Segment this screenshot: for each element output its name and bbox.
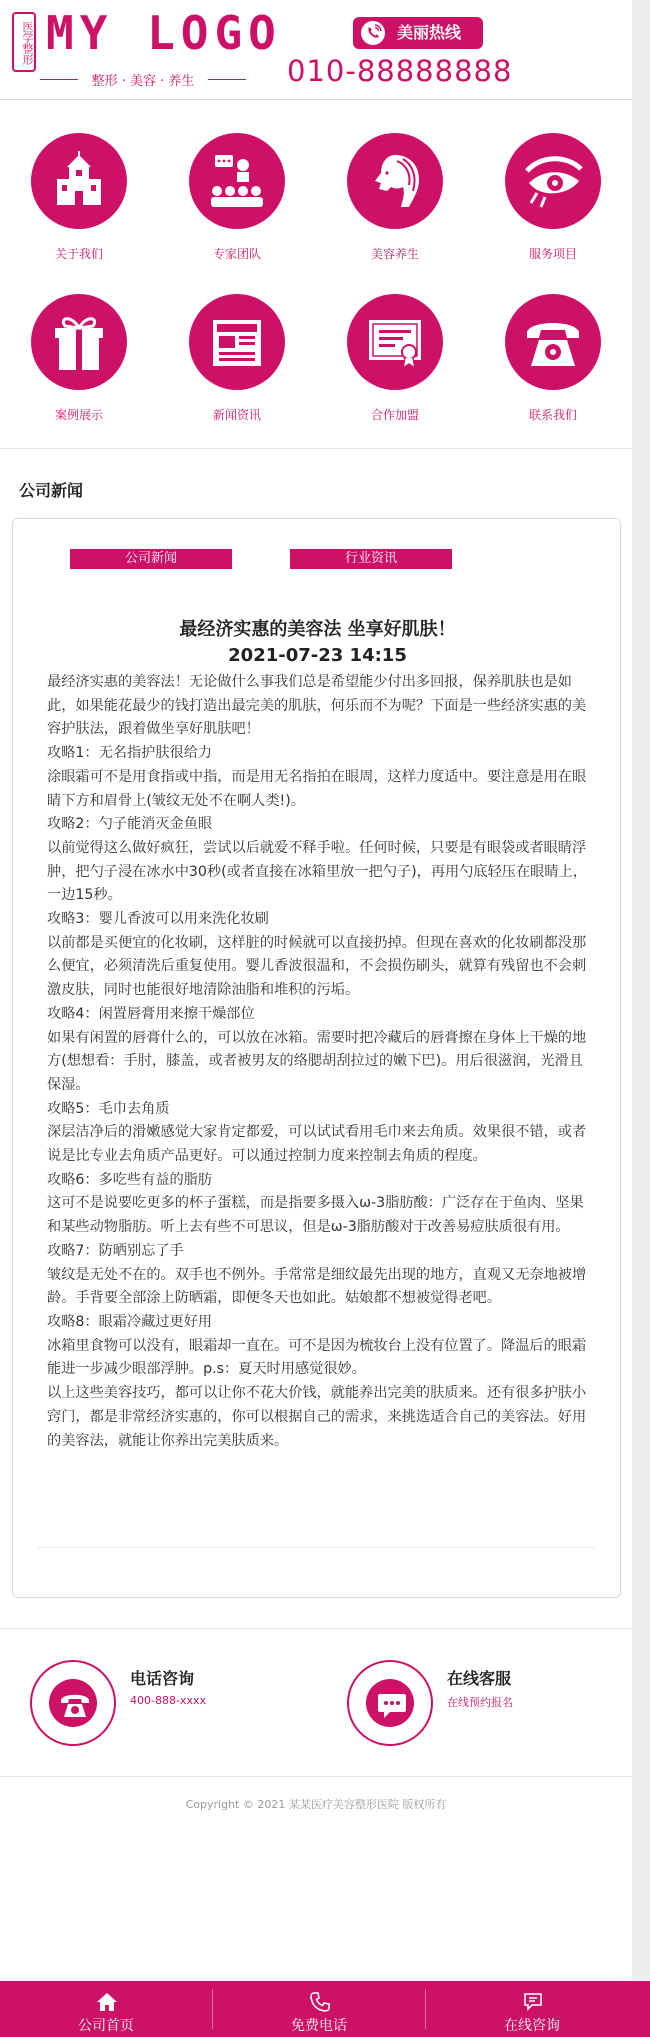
nav-online-consult-label: 在线咨询 [504,2018,560,2034]
grid-label: 关于我们 [54,247,103,261]
article-paragraph: 深层洁净后的滑嫩感觉大家肯定都爱，可以试试看用毛巾来去角质。效果很不错，或者说是比专业去角质产品更好。可以通过控制力度来控制去角质的程度。 [47,1124,587,1165]
grid-label: 合作加盟 [370,408,419,422]
grid-label: 联系我们 [528,408,577,422]
online-service-link[interactable]: 在线预约报名 [447,1696,513,1709]
certificate-icon [347,294,443,390]
header [0,0,632,100]
nav-free-call[interactable] [213,1981,425,2037]
grid-item-franchise[interactable] [316,294,474,423]
news-card [12,518,621,1598]
grid-item-about[interactable] [0,133,158,262]
gift-icon [31,294,127,390]
article-date: 2021-07-23 14:15 [228,645,407,666]
article-paragraph: 攻略7：防晒别忘了手 [47,1242,184,1259]
grid-item-news[interactable] [158,294,316,423]
article-paragraph: 最经济实惠的美容法！无论做什么事我们总是希望能少付出多回报，保养肌肤也是如此，如果能花最少的钱打造出最完美的肌肤，何乐而不为呢？下面是一些经济实惠的美容护肤法，跟着做坐享好肌肤吧！ [47,674,587,738]
footer-nav [0,1981,650,2037]
contact-divider [0,1628,632,1629]
article-paragraph: 如果有闲置的唇膏什么的，可以放在冰箱。需要时把冷藏后的唇膏擦在身体上干燥的地方(想想看：手肘，膝盖，或者被男友的络腮胡刮拉过的嫩下巴)。用后很滋润，光滑且保湿。 [47,1029,587,1093]
article-body [47,671,595,1453]
nav-free-call-label: 免费电话 [291,2018,347,2034]
phone-icon [361,21,385,45]
article-paragraph: 以上这些美容技巧，都可以让你不花大价钱，就能养出完美的肤质来。还有很多护肤小窍门，都是非常经济实惠的，你可以根据自己的需求，来挑选适合自己的美容法。好用的美容法，就能让你养出完美肤质来。 [47,1385,587,1449]
telephone-icon [505,294,601,390]
article-paragraph: 冰箱里食物可以没有，眼霜却一直在。可不是因为梳妆台上没有位置了。降温后的眼霜能进一步减少眼部浮肿。p.s：夏天时用感觉很妙。 [47,1337,587,1378]
phone-icon [309,1991,331,2013]
article-paragraph: 攻略4：闲置唇膏用来擦干燥部位 [47,1005,255,1022]
article-paragraph: 攻略8：眼霜冷藏过更好用 [47,1313,213,1330]
phone-consult-title: 电话咨询 [130,1669,195,1688]
phone-consult-number[interactable]: 400-888-xxxx [130,1694,206,1707]
building-icon [31,133,127,229]
article-paragraph: 涂眼霜可不是用食指或中指，而是用无名指拍在眼周，这样力度适中。要注意是用在眼睛下方和眉骨上(皱纹无处不在啊人类!)。 [47,768,587,809]
article-paragraph: 攻略2：勺子能消灭金鱼眼 [47,816,213,833]
article-divider [37,1547,597,1548]
newspaper-icon [189,294,285,390]
eye-icon [505,133,601,229]
online-service[interactable] [347,1660,647,1750]
category-grid [0,118,632,422]
hotline-label: 美丽热线 [397,23,462,42]
online-service-badge [347,1660,433,1746]
article-paragraph: 以前觉得这么做好疯狂，尝试以后就爱不释手啦。任何时候，只要是有眼袋或者眼睛浮肿，把勺子浸在冰水中30秒(或者直接在冰箱里放一把勺子)，再用勺底轻压在眼睛上，一边15秒。 [47,839,587,904]
article-paragraph: 攻略1：无名指护肤很给力 [47,745,213,762]
hotline-button[interactable] [353,17,483,49]
article-paragraph: 这可不是说要吃更多的杯子蛋糕，而是指要多摄入ω-3脂肪酸：广泛存在于鱼肉、坚果和某些动物脂肪。听上去有些不可思议，但是ω-3脂肪酸对于改善易痘肤质很有用。 [47,1195,584,1236]
grid-item-cases[interactable] [0,294,158,423]
chat-icon [522,1991,544,2013]
tab-company-news[interactable]: 公司新闻 [70,549,232,569]
grid-label: 案例展示 [54,408,103,422]
copyright-text: Copyright © 2021 某某医疗美容整形医院 版权所有 [185,1798,447,1811]
article-paragraph: 攻略5：毛巾去角质 [47,1100,170,1117]
grid-label: 新闻资讯 [212,408,261,422]
lecture-icon [189,133,285,229]
grid-label: 服务项目 [528,247,577,261]
article-paragraph: 以前都是买便宜的化妆刷，这样脏的时候就可以直接扔掉。但现在喜欢的化妆刷都没那么便宜，必须清洗后重复使用。婴儿香波很温和，不会损伤刷头，就算有残留也不会刺激皮肤，同时也能很好地清除油脂和堆积的污垢。 [47,934,587,999]
article-paragraph: 攻略3：婴儿香波可以用来洗化妆刷 [47,911,269,928]
article-paragraph: 攻略6：多吃些有益的脂肪 [47,1171,213,1188]
grid-item-beauty[interactable] [316,133,474,262]
tab-industry-news[interactable]: 行业资讯 [290,549,452,569]
section-title: 公司新闻 [19,481,84,500]
scroll-gutter [632,0,650,2037]
profile-icon [347,133,443,229]
section-divider [0,448,632,488]
grid-label: 美容养生 [370,247,419,261]
nav-home[interactable] [0,1981,212,2037]
grid-item-services[interactable] [474,133,632,262]
article-title: 最经济实惠的美容法 坐享好肌肤！ [179,619,456,640]
seal-badge: 医学整形 [12,12,36,72]
header-phone-number[interactable]: 010-88888888 [287,54,513,88]
grid-item-experts[interactable] [158,133,316,262]
grid-label: 专家团队 [212,247,261,261]
phone-consult-badge [30,1660,116,1746]
copyright-divider [0,1776,632,1777]
home-icon [96,1991,118,2013]
tagline: 整形 · 美容 · 养生 [38,70,248,89]
logo[interactable]: MY LOGO [46,6,282,60]
article-paragraph: 皱纹是无处不在的。双手也不例外。手常常是细纹最先出现的地方，直观又无奈地被增龄。手背要全部涂上防晒霜，即便冬天也如此。姑娘都不想被觉得老吧。 [47,1266,587,1307]
online-service-title: 在线客服 [447,1669,512,1688]
nav-home-label: 公司首页 [78,2018,134,2034]
nav-online-consult[interactable] [426,1981,638,2037]
grid-item-contact[interactable] [474,294,632,423]
phone-consult[interactable] [30,1660,330,1750]
